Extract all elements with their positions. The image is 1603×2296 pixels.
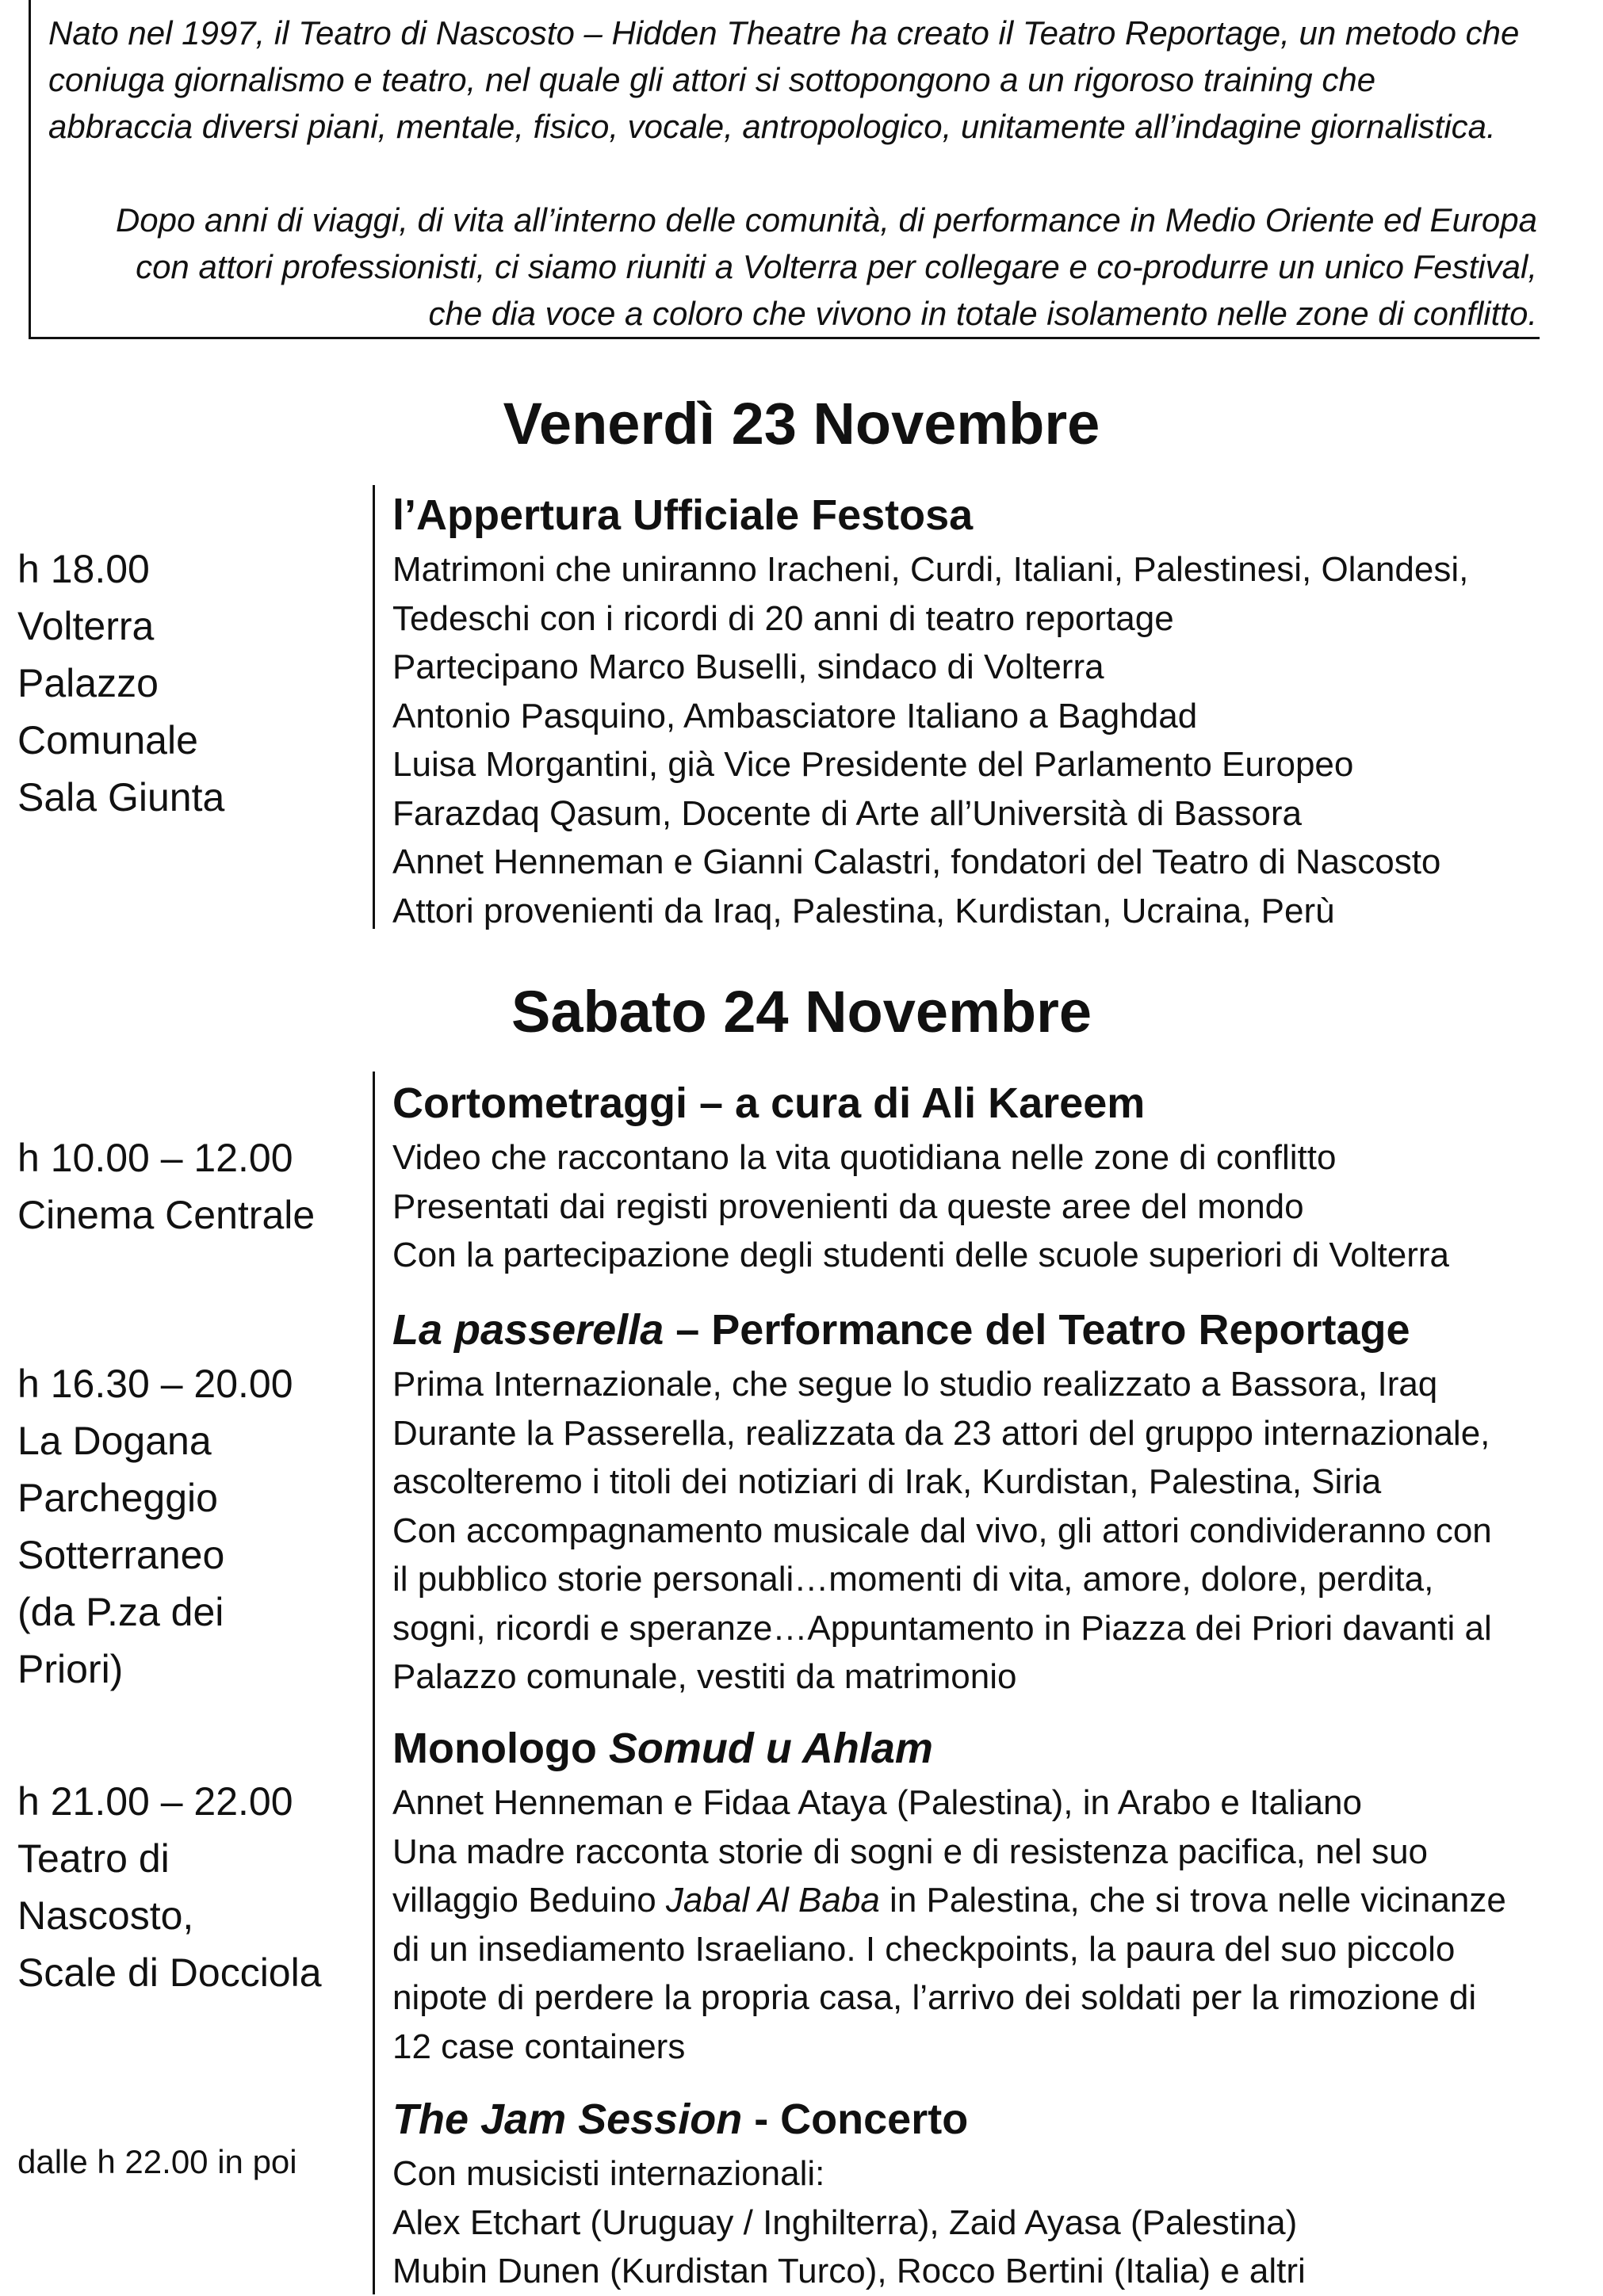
- event-line: Annet Henneman e Fidaa Ataya (Palestina), in Arabo e Italiano: [392, 1783, 1362, 1822]
- event-line: Attori provenienti da Iraq, Palestina, Kurdistan, Ucraina, Perù: [392, 891, 1335, 930]
- event-when-jam-session: dalle h 22.00 in poi: [17, 2143, 297, 2180]
- event-cortometraggi: [392, 1073, 1582, 1280]
- event-line: Matrimoni che uniranno Iracheni, Curdi, Italiani, Palestinesi, Olandesi,: [392, 550, 1469, 589]
- event-apertura: [392, 485, 1582, 935]
- event-line: Antonio Pasquino, Ambasciatore Italiano a Baghdad: [392, 696, 1198, 735]
- divider-line: [373, 1072, 375, 2294]
- intro-paragraph-2: Dopo anni di viaggi, di vita all’interno delle comunità, di performance in Medio Oriente ed Europa con attori professionisti, ci siamo riuniti a Volterra per collegare e co-produrre un unico Festival, che dia voce a coloro che vivono in totale isolamento nelle zone di conflitto.: [115, 201, 1537, 332]
- event-line: Durante la Passerella, realizzata da 23 attori del gruppo internazionale,: [392, 1413, 1490, 1453]
- event-line: 12 case containers: [392, 2027, 686, 2066]
- event-line: sogni, ricordi e speranze…Appuntamento in Piazza dei Priori davanti al: [392, 1608, 1492, 1648]
- event-title-rest: – Performance del Teatro Reportage: [664, 1306, 1410, 1354]
- place-name: Jabal Al Baba: [665, 1881, 880, 1920]
- event-title: [392, 2089, 1582, 2149]
- event-when-cortometraggi: h 10.00 – 12.00 Cinema Centrale: [17, 1136, 316, 1237]
- event-line: Prima Internazionale, che segue lo studio realizzato a Bassora, Iraq: [392, 1365, 1438, 1404]
- event-monologo: [392, 1718, 1582, 2071]
- event-when-monologo: h 21.00 – 22.00 Teatro di Nascosto, Scale di Docciola: [17, 1779, 322, 1995]
- event-line: di un insediamento Israeliano. I checkpoints, la paura del suo piccolo: [392, 1929, 1456, 1969]
- event-title-italic: Somud u Ahlam: [608, 1725, 933, 1772]
- event-title: [392, 1718, 1582, 1778]
- event-line: Tedeschi con i ricordi di 20 anni di teatro reportage: [392, 598, 1174, 638]
- event-line: Farazdaq Qasum, Docente di Arte all’Università di Bassora: [392, 793, 1302, 833]
- event-line: Palazzo comunale, vestiti da matrimonio: [392, 1657, 1017, 1696]
- event-line: ascolteremo i titoli dei notiziari di Irak, Kurdistan, Palestina, Siria: [392, 1462, 1382, 1501]
- day-title-venerdi: Venerdì 23 Novembre: [503, 391, 1100, 457]
- event-line: Video che raccontano la vita quotidiana nelle zone di conflitto: [392, 1138, 1337, 1177]
- event-line: Partecipano Marco Buselli, sindaco di Volterra: [392, 648, 1104, 686]
- event-line: Con accompagnamento musicale dal vivo, gli attori condivideranno con: [392, 1511, 1492, 1550]
- event-title-italic: La passerella: [392, 1306, 664, 1354]
- event-when-passerella: h 16.30 – 20.00 La Dogana Parcheggio Sotterraneo (da P.za dei Priori): [17, 1362, 293, 1691]
- event-line: nipote di perdere la propria casa, l’arrivo dei soldati per la rimozione di: [392, 1978, 1477, 2017]
- event-line: Con musicisti internazionali:: [392, 2154, 825, 2193]
- event-line: Luisa Morgantini, già Vice Presidente del Parlamento Europeo: [392, 745, 1354, 784]
- event-passerella: [392, 1300, 1582, 1702]
- divider-line: [373, 485, 375, 929]
- event-line: Annet Henneman e Gianni Calastri, fondatori del Teatro di Nascosto: [392, 842, 1441, 881]
- event-line: [392, 1876, 1582, 1925]
- event-line: Presentati dai registi provenienti da queste aree del mondo: [392, 1186, 1304, 1226]
- intro-box: [29, 0, 1540, 339]
- event-title: Cortometraggi – a cura di Ali Kareem: [392, 1079, 1146, 1127]
- event-jam-session: [392, 2089, 1582, 2296]
- event-line: il pubblico storie personali…momenti di vita, amore, dolore, perdita,: [392, 1560, 1434, 1599]
- event-title-plain: Monologo: [392, 1725, 609, 1772]
- event-line-text: in Palestina, che si trova nelle vicinanze: [879, 1881, 1506, 1920]
- event-title: [392, 1300, 1582, 1360]
- event-title: l’Appertura Ufficiale Festosa: [392, 491, 974, 539]
- event-line: Mubin Dunen (Kurdistan Turco), Rocco Bertini (Italia) e altri: [392, 2252, 1306, 2290]
- event-title-italic: The Jam Session: [392, 2095, 743, 2143]
- event-line-text: villaggio Beduino: [392, 1881, 666, 1920]
- event-line: Una madre racconta storie di sogni e di resistenza pacifica, nel suo: [392, 1832, 1429, 1871]
- day-title-sabato: Sabato 24 Novembre: [511, 979, 1092, 1045]
- event-line: Con la partecipazione degli studenti delle scuole superiori di Volterra: [392, 1236, 1450, 1274]
- event-title-rest: - Concerto: [742, 2095, 969, 2143]
- event-when-apertura: h 18.00 Volterra Palazzo Comunale Sala Giunta: [17, 547, 225, 819]
- event-line: Alex Etchart (Uruguay / Inghilterra), Zaid Ayasa (Palestina): [392, 2202, 1298, 2242]
- intro-paragraph-1: Nato nel 1997, il Teatro di Nascosto – Hidden Theatre ha creato il Teatro Reportage, un metodo che coniuga giornalismo e teatro, nel quale gli attori si sottopongono a un rigoroso training che abbraccia diversi piani, mentale, fisico, vocale, antropologico, unitamente all’indagine giornalistica.: [48, 14, 1520, 145]
